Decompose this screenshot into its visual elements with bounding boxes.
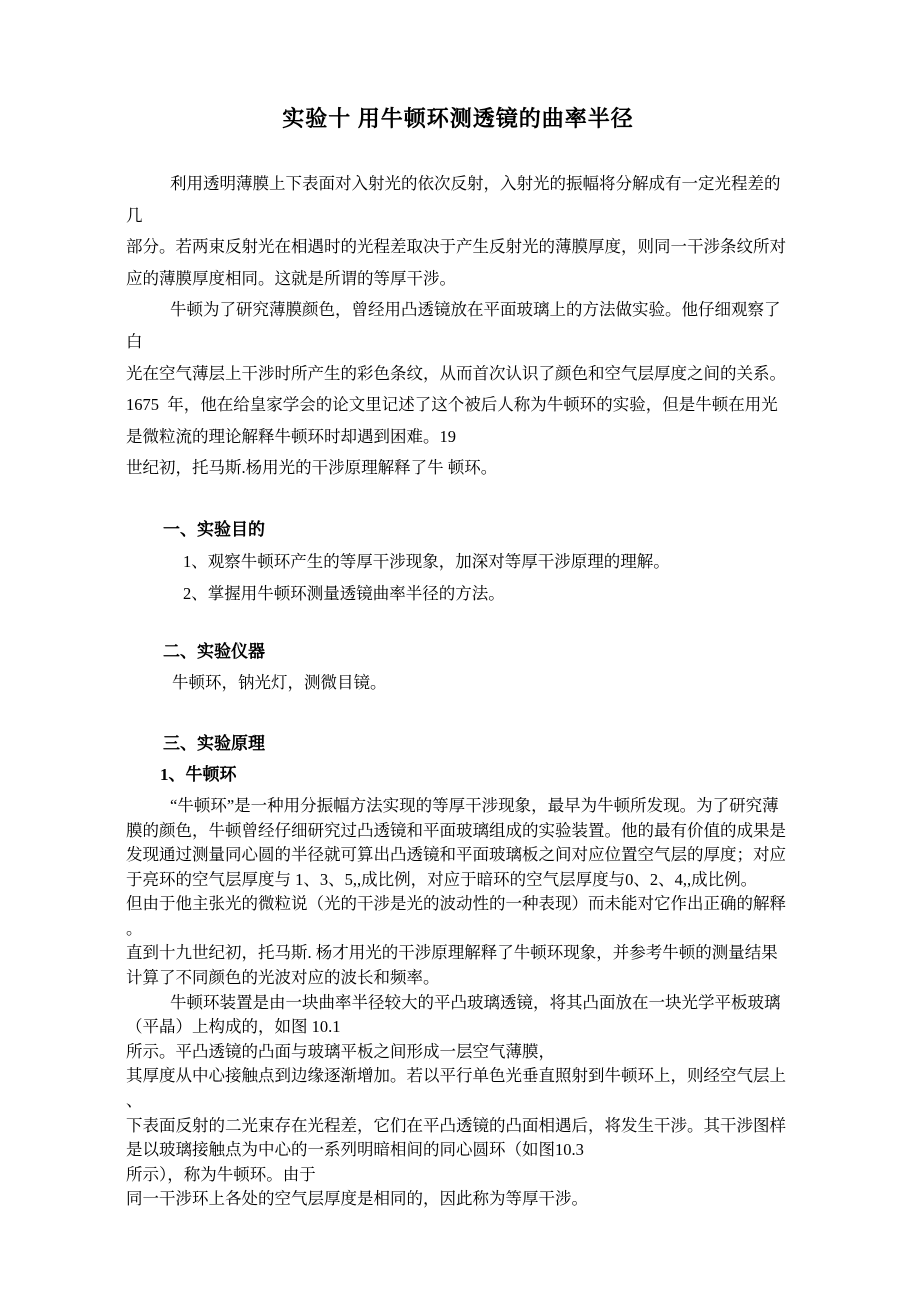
- text-line: 世纪初，托马斯.杨用光的干涉原理解释了牛 顿环。: [126, 458, 498, 478]
- text-line: 但由于他主张光的微粒说（光的干涉是光的波动性的一种表现）而未能对它作出正确的解释: [126, 894, 786, 914]
- list-item: 1、观察牛顿环产生的等厚干涉现象，加深对等厚干涉原理的理解。: [183, 551, 670, 571]
- text-line: 、: [126, 1091, 143, 1111]
- text-line: 牛顿为了研究薄膜颜色，曾经用凸透镜放在平面玻璃上的方法做实验。他仔细观察了白: [126, 300, 781, 351]
- text-line: 牛顿环装置是由一块曲率半径较大的平凸玻璃透镜，将其凸面放在一块光学平板玻璃: [170, 992, 781, 1012]
- list-item: 2、掌握用牛顿环测量透镜曲率半径的方法。: [183, 584, 505, 604]
- text-line: 。: [126, 918, 143, 938]
- section-heading-principle: 三、实验原理: [163, 733, 265, 753]
- principle-paragraphs: [126, 794, 790, 1212]
- text-line: 下表面反射的二光束存在光程差，它们在平凸透镜的凸面相遇后，将发生干涉。其干涉图样: [126, 1115, 786, 1135]
- purpose-list: [126, 546, 790, 611]
- text-line: 部分。若两束反射光在相遇时的光程差取决于产生反射光的薄膜厚度，则同一干涉条纹所对: [126, 237, 786, 257]
- section-heading-purpose: 一、实验目的: [163, 519, 265, 539]
- text-line: 同一干涉环上各处的空气层厚度是相同的，因此称为等厚干涉。: [126, 1189, 588, 1209]
- intro-paragraphs: [126, 168, 790, 484]
- text-line: 应的薄膜厚度相同。这就是所谓的等厚干涉。: [126, 268, 456, 288]
- subsection-heading-newton-rings: 1、牛顿环: [160, 765, 237, 785]
- text-line: 于亮环的空气层厚度与 1、3、5,,成比例，对应于暗环的空气层厚度与0、2、4,,成比例。: [126, 869, 758, 889]
- text-line: 是以玻璃接触点为中心的一系列明暗相间的同心圆环（如图10.3: [126, 1140, 584, 1160]
- text-line: 所示），称为牛顿环。由于: [126, 1164, 316, 1184]
- text-line: 计算了不同颜色的光波对应的波长和频率。: [126, 968, 440, 988]
- text-line: 利用透明薄膜上下表面对入射光的依次反射，入射光的振幅将分解成有一定光程差的几: [126, 174, 781, 225]
- text-line: （平晶）上构成的，如图 10.1: [126, 1017, 341, 1037]
- text-line: 光在空气薄层上干涉时所产生的彩色条纹，从而首次认识了颜色和空气层厚度之间的关系。: [126, 363, 786, 383]
- text-line: 膜的颜色，牛顿曾经仔细研究过凸透镜和平面玻璃组成的实验装置。他的最有价值的成果是: [126, 820, 786, 840]
- text-line: 是微粒流的理论解释牛顿环时却遇到困难。19: [126, 426, 456, 446]
- text-line: 其厚度从中心接触点到边缘逐渐增加。若以平行单色光垂直照射到牛顿环上，则经空气层上: [126, 1066, 786, 1086]
- text-line: 发现通过测量同心圆的半径就可算出凸透镜和平面玻璃板之间对应位置空气层的厚度；对应: [126, 845, 786, 865]
- text-line: 1675 年，他在给皇家学会的论文里记述了这个被后人称为牛顿环的实验，但是牛顿在用光: [126, 395, 778, 415]
- section-heading-apparatus: 二、实验仪器: [163, 641, 265, 661]
- page-title: 实验十 用牛顿环测透镜的曲率半径: [282, 106, 634, 131]
- text-line: 所示。平凸透镜的凸面与玻璃平板之间形成一层空气薄膜，: [126, 1041, 555, 1061]
- text-line: “牛顿环”是一种用分振幅方法实现的等厚干涉现象，最早为牛顿所发现。为了研究薄: [170, 795, 779, 815]
- text-line: 直到十九世纪初，托马斯. 杨才用光的干涉原理解释了牛顿环现象，并参考牛顿的测量结果: [126, 943, 778, 963]
- apparatus-text: 牛顿环，钠光灯，测微目镜。: [172, 673, 387, 693]
